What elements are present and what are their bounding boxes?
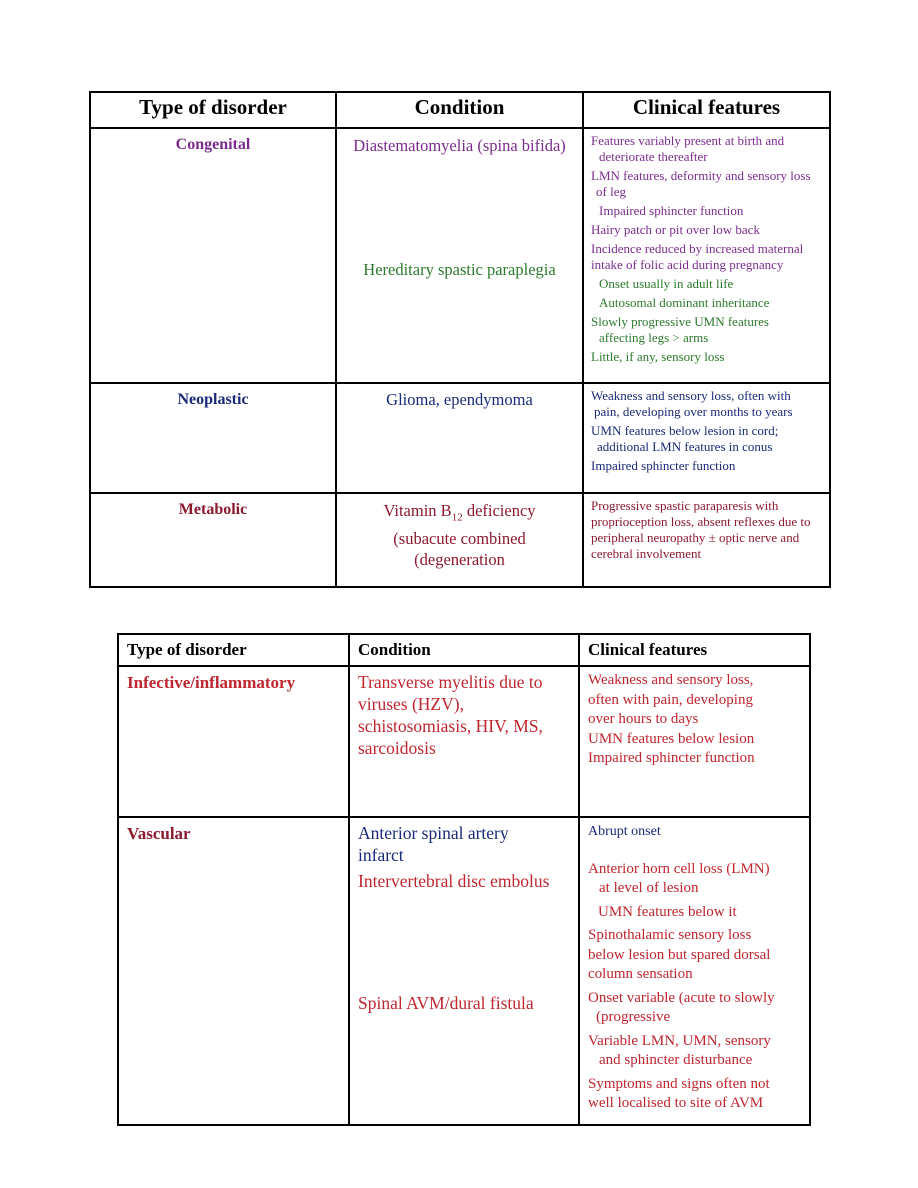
feature-item: Weakness and sensory loss, often with pain, developing over months to years	[591, 388, 793, 419]
disorders-table-2	[117, 633, 811, 1126]
type-cell: Vascular	[118, 817, 349, 1125]
feature-item: LMN features, deformity and sensory loss of leg	[591, 168, 811, 199]
table-row	[90, 383, 830, 493]
condition-text: Diastematomyelia (spina bifida)	[353, 136, 566, 155]
condition-cell	[336, 493, 583, 587]
condition-text: Intervertebral disc embolus	[358, 871, 550, 891]
disorders-table-1	[89, 91, 831, 588]
features-cell	[583, 128, 830, 383]
feature-item: UMN features below it	[598, 903, 737, 920]
feature-line: cerebral involvement	[591, 546, 702, 561]
features-cell: Weakness and sensory loss, often with pain, developing over hours to days UMN features below lesion Impaired sphincter function	[579, 666, 810, 817]
table-row	[118, 817, 810, 1125]
type-cell: Metabolic	[90, 493, 336, 587]
header-type: Type of disorder	[90, 92, 336, 128]
condition-text: Hereditary spastic paraplegia	[363, 260, 556, 279]
feature-item: Onset usually in adult life	[599, 276, 734, 291]
feature-line: proprioception loss, absent reflexes due to	[591, 514, 811, 529]
condition-cell: Glioma, ependymoma	[336, 383, 583, 493]
condition-cell	[349, 817, 579, 1125]
feature-item: UMN features below lesion in cord; additional LMN features in conus	[591, 423, 779, 454]
table-row	[118, 666, 810, 817]
header-features: Clinical features	[583, 92, 830, 128]
header-type: Type of disorder	[118, 634, 349, 666]
feature-item: Variable LMN, UMN, sensory and sphincter disturbance	[588, 1032, 771, 1068]
condition-text: Spinal AVM/dural fistula	[358, 993, 534, 1013]
table-header-row	[118, 634, 810, 666]
type-cell: Infective/inflammatory	[118, 666, 349, 817]
condition-text: Anterior spinal artery infarct	[358, 823, 509, 865]
features-cell	[579, 817, 810, 1125]
feature-item: Symptoms and signs often not well localised to site of AVM	[588, 1075, 770, 1111]
feature-item: Anterior horn cell loss (LMN) at level of lesion	[588, 860, 770, 896]
feature-item: Features variably present at birth and deteriorate thereafter	[591, 133, 785, 164]
header-features: Clinical features	[579, 634, 810, 666]
table-row	[90, 128, 830, 383]
features-cell	[583, 383, 830, 493]
feature-item: Onset variable (acute to slowly (progressive	[588, 989, 775, 1025]
table-row	[90, 493, 830, 587]
feature-item: Impaired sphincter function	[591, 458, 736, 473]
condition-text: (subacute combined	[393, 529, 526, 549]
feature-item: Spinothalamic sensory loss below lesion but spared dorsal column sensation	[588, 927, 771, 982]
type-cell: Congenital	[90, 128, 336, 383]
condition-text: Vitamin $B_{12}$ deficiency	[383, 501, 536, 524]
condition-cell	[336, 128, 583, 383]
feature-line: Progressive spastic paraparesis with	[591, 498, 779, 513]
feature-item: Incidence reduced by increased maternal intake of folic acid during pregnancy	[591, 241, 804, 272]
feature-item: Slowly progressive UMN features affecting legs > arms	[591, 314, 769, 345]
features-cell	[583, 493, 830, 587]
header-condition: Condition	[336, 92, 583, 128]
feature-item: Abrupt onset	[588, 824, 661, 839]
condition-text: (degeneration	[414, 550, 505, 570]
type-cell: Neoplastic	[90, 383, 336, 493]
table-header-row	[90, 92, 830, 128]
feature-item: Autosomal dominant inheritance	[599, 295, 770, 310]
header-condition: Condition	[349, 634, 579, 666]
condition-cell: Transverse myelitis due to viruses (HZV), schistosomiasis, HIV, MS, sarcoidosis	[349, 666, 579, 817]
feature-line: peripheral neuropathy ± optic nerve and	[591, 530, 800, 545]
feature-item: Impaired sphincter function	[599, 203, 744, 218]
feature-item: Little, if any, sensory loss	[591, 349, 725, 364]
feature-item: Hairy patch or pit over low back	[591, 222, 760, 237]
